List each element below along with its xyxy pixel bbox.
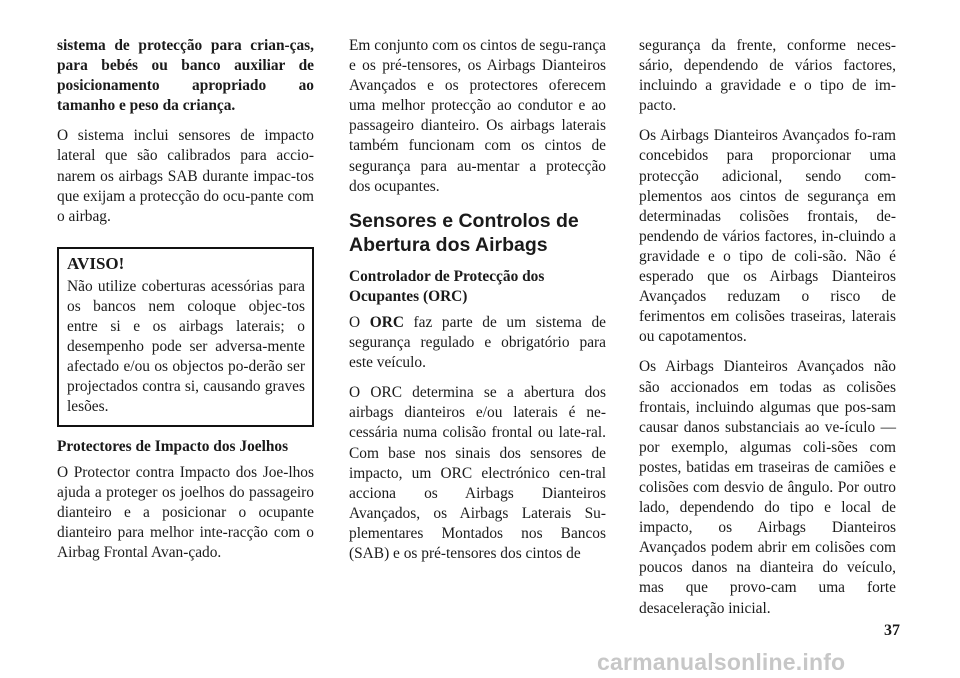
- orc-determines-paragraph: O ORC determina se a abertura dos airbags dianteiros e/ou laterais é ne-cessária numa colisão frontal ou late-ral. Com base nos sinais dos sensores de impacto, um ORC electrónico cen-tral acciona os Airbags Dianteiros Avançados, os Airbags Laterais Su-plementares Montados nos Bancos (SAB) e os pré-tensores dos cintos de: [349, 384, 606, 562]
- not-activated-paragraph: Os Airbags Dianteiros Avançados não são accionados em todas as colisões frontais, incluindo algumas que pos-sam causar danos substanciais ao ve-ículo — por exemplo, algumas coli-sões com postes, batidas em traseiras de camiões e colisões com desvio de ângulo. Por outro lado, dependendo do tipo e local de impacto, os Airbags Dianteiros Avançados podem abrir em colisões com poucos danos na dianteira do veículo, mas que provo-cam uma forte desaceleração inicial.: [639, 358, 896, 617]
- together-paragraph: Em conjunto com os cintos de segu-rança e os pré-tensores, os Airbags Dianteiros Avançados e os protectores oferecem uma melhor protecção ao condutor e ao passageiro dianteiro. Os airbags laterais também funcionam com os cintos de segurança para au-mentar a protecção dos ocupantes.: [349, 37, 606, 195]
- column-middle: [349, 36, 606, 574]
- watermark: carmanualsonline.info: [597, 649, 846, 675]
- continuation-paragraph: segurança da frente, conforme neces-sário, dependendo de vários factores, incluindo a gravidade e o tipo de im-pacto.: [639, 37, 896, 115]
- orc-paragraph: [349, 313, 606, 373]
- knee-protector-heading: Protectores de Impacto dos Joelhos: [57, 437, 289, 455]
- warning-box: [57, 247, 314, 427]
- warning-title: AVISO!: [67, 253, 125, 273]
- warning-text: Não utilize coberturas acessórias para os bancos nem coloque objec-tos entre si e os airbags laterais; o desempenho pode ser adversa-mente afectado e/ou os objectos po-derão ser projectados contra si, causando graves lesões.: [67, 277, 305, 416]
- page-number: 37: [884, 622, 900, 639]
- knee-protector-paragraph: O Protector contra Impacto dos Joe-lhos ajuda a proteger os joelhos do passageiro dianteiro e a posicionar o ocupante dianteiro para melhor inte-racção com o Airbag Frontal Avan-çado.: [57, 463, 314, 561]
- intro-paragraph: sistema de protecção para crian-ças, para bebés ou banco auxiliar de posicionamento apropriado ao tamanho e peso da criança.: [57, 37, 314, 115]
- sensors-paragraph: O sistema inclui sensores de impacto lateral que são calibrados para accio-narem os airbags SAB durante impac-tos que exijam a protecção do ocu-pante com o airbag.: [57, 127, 314, 225]
- orc-rest: faz parte de um sistema de segurança regulado e obrigatório para este veículo.: [349, 313, 606, 372]
- designed-paragraph: Os Airbags Dianteiros Avançados fo-ram concebidos para proporcionar uma protecção adicional, sendo com-plementos aos cintos de segurança em determinadas colisões frontais, de-pendendo de vários factores, in-cluindo a gravidade e o tipo de coli-são. Não é esperado que os Airbags Dianteiros Avançados reduzam o risco de ferimentos em colisões traseiras, laterais ou capotamentos.: [639, 127, 896, 346]
- column-left: [57, 36, 314, 573]
- column-right: [639, 36, 896, 629]
- orc-acronym: ORC: [369, 313, 404, 331]
- orc-subheading: Controlador de Protecção dos Ocupantes (ORC): [349, 267, 545, 305]
- orc-prefix: O: [349, 313, 361, 331]
- section-heading: Sensores e Controlos de Abertura dos Airbags: [349, 209, 579, 256]
